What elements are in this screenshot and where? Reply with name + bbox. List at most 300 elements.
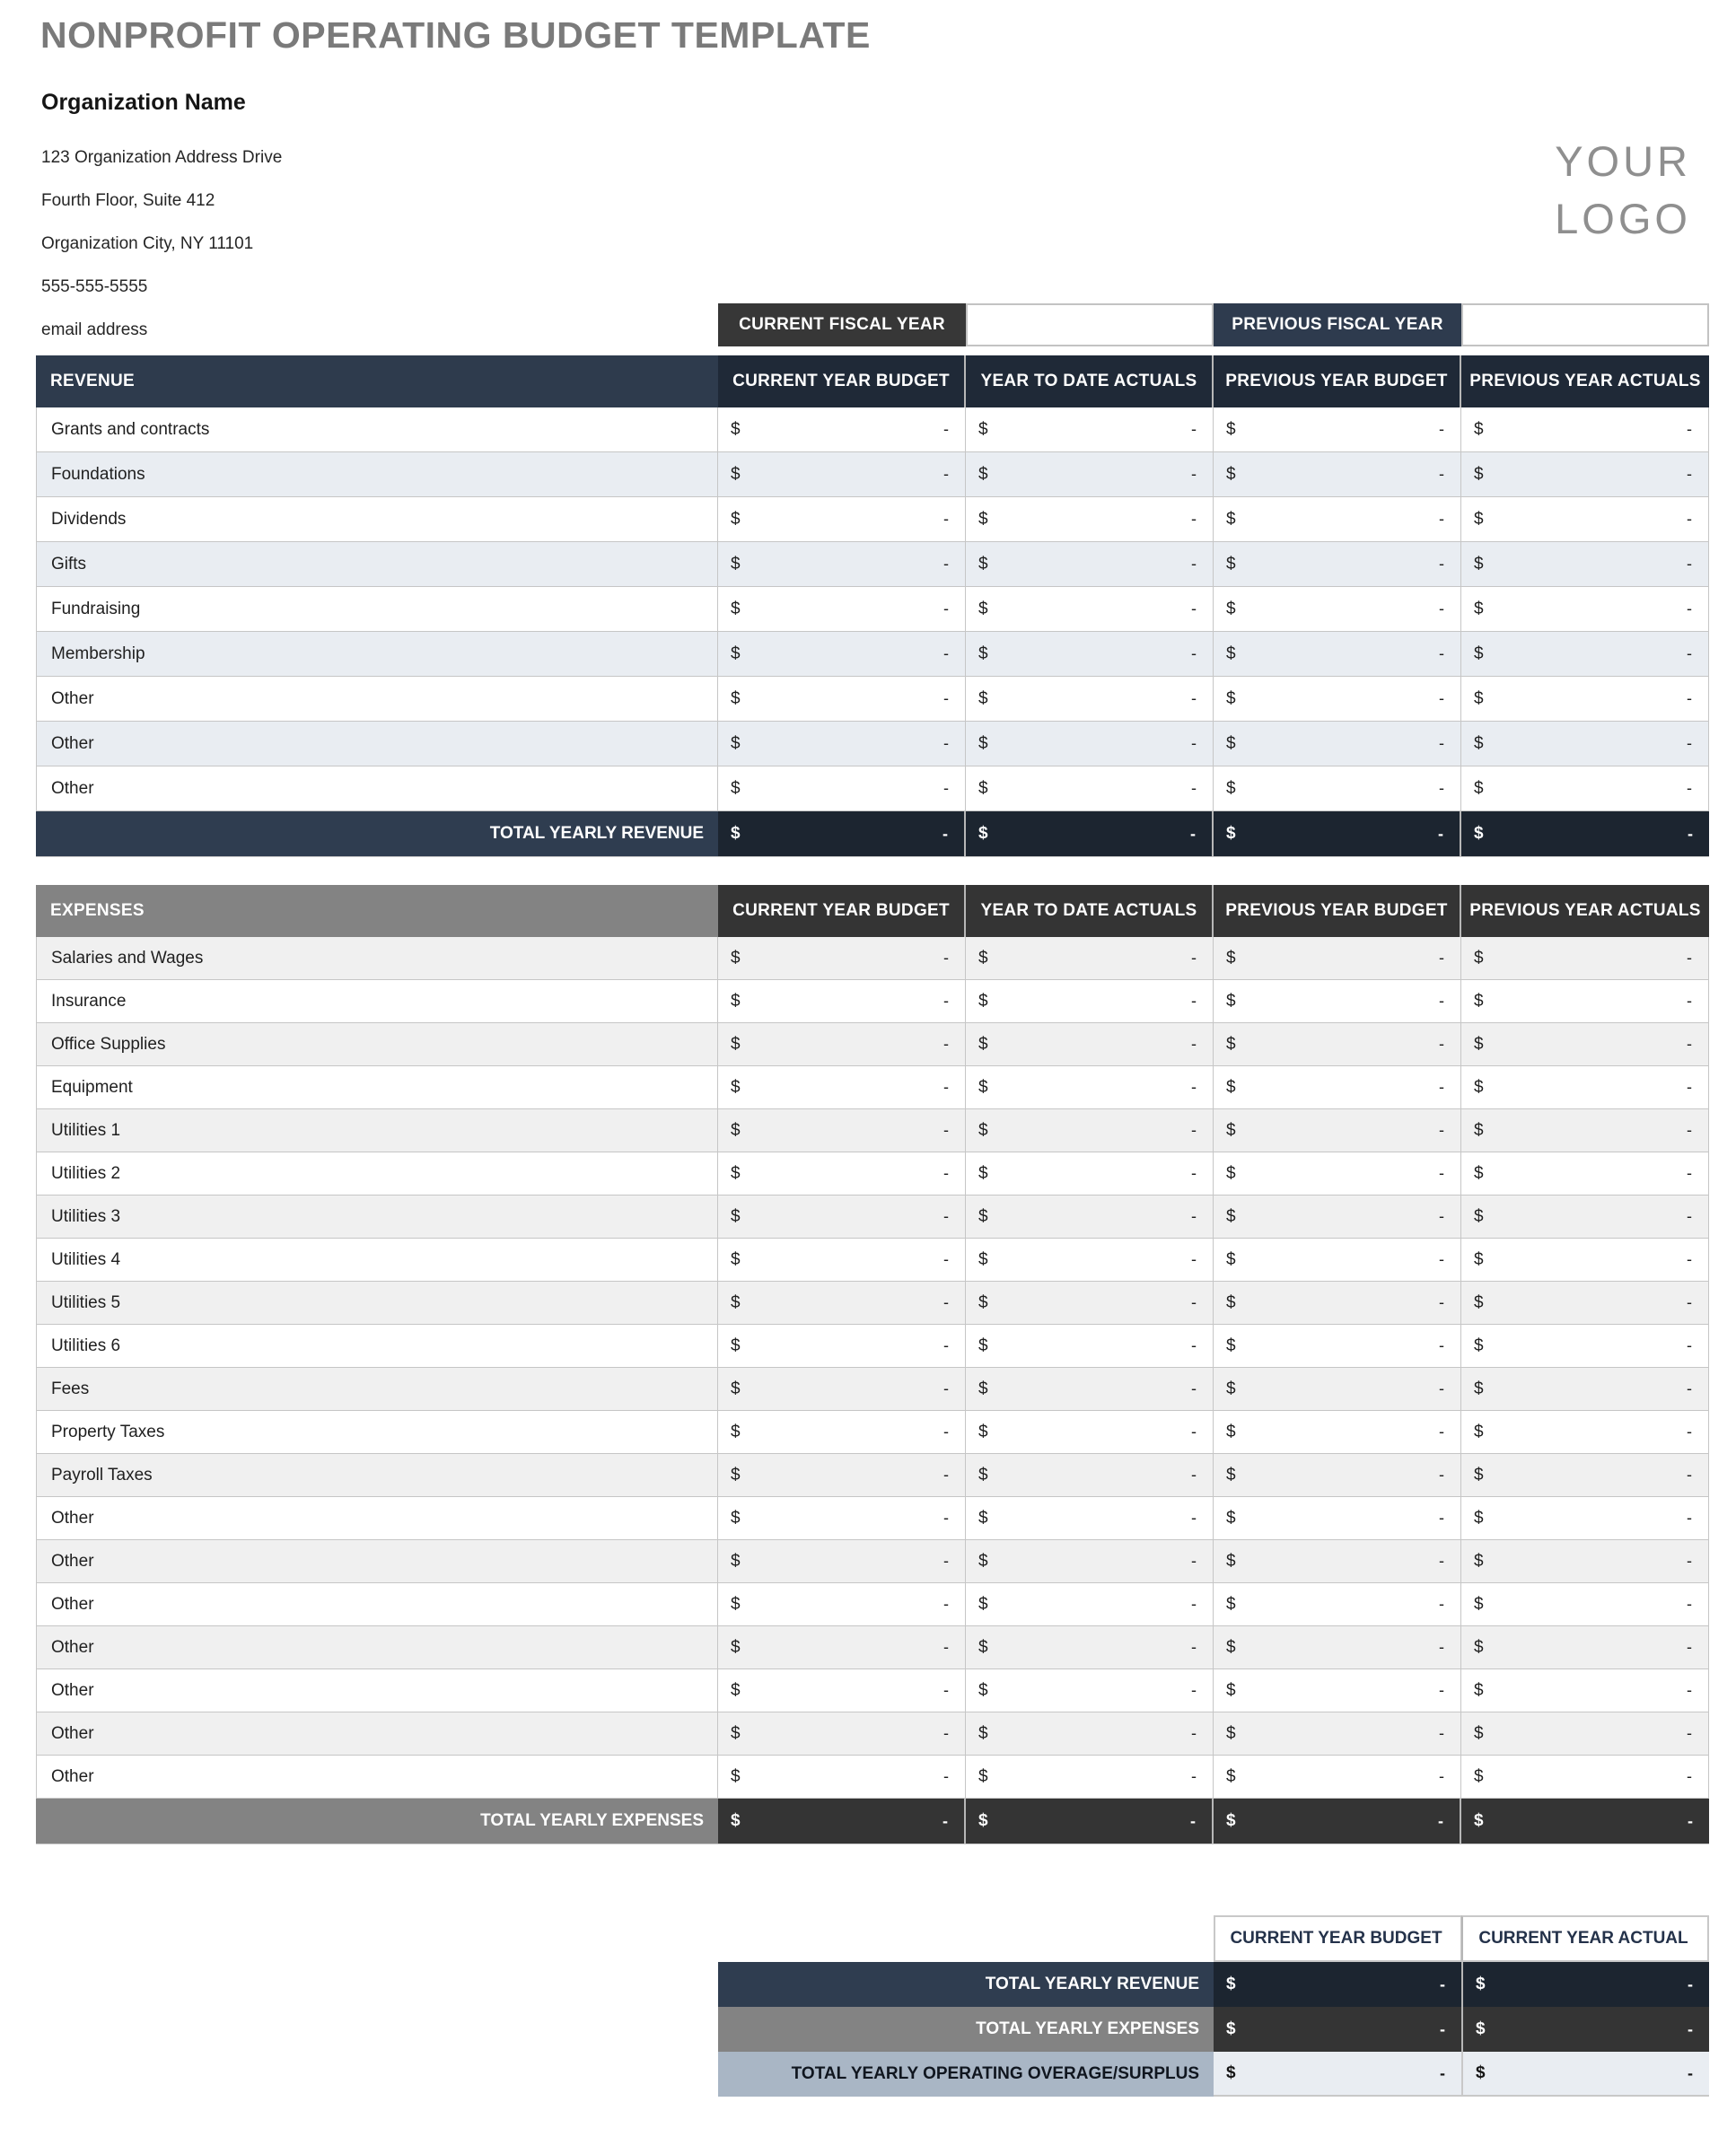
currency-symbol: $ [978,778,988,798]
currency-symbol: $ [731,1249,741,1269]
currency-symbol: $ [1474,778,1484,798]
revenue-table [36,355,1709,857]
current-fiscal-year-label: CURRENT FISCAL YEAR [718,303,966,346]
expenses-amount-cell[interactable] [966,1540,1214,1583]
amount-placeholder: - [1439,420,1444,438]
revenue-amount-cell[interactable] [1214,587,1461,632]
expenses-amount-cell[interactable] [966,1583,1214,1626]
logo-line2: LOGO [1555,195,1691,242]
revenue-amount-cell[interactable] [1461,677,1709,722]
column-header: PREVIOUS YEAR BUDGET [1214,355,1461,407]
expenses-amount-cell[interactable] [1214,1066,1461,1109]
expenses-row [36,1454,1709,1497]
expenses-amount-cell[interactable] [718,1626,966,1669]
expenses-row [36,1669,1709,1712]
currency-symbol: $ [1476,2019,1486,2038]
previous-fiscal-year-input[interactable] [1461,303,1709,346]
expenses-amount-cell[interactable] [966,980,1214,1023]
expenses-row [36,1152,1709,1195]
expenses-amount-cell[interactable] [1461,1454,1709,1497]
expenses-amount-cell[interactable] [966,1454,1214,1497]
column-header: PREVIOUS YEAR ACTUALS [1461,885,1709,937]
currency-symbol: $ [1474,824,1484,843]
expenses-row [36,1239,1709,1282]
revenue-amount-cell[interactable] [966,677,1214,722]
currency-symbol: $ [978,1336,988,1355]
revenue-amount-cell[interactable] [718,632,966,677]
amount-placeholder: - [1687,1379,1692,1397]
currency-symbol: $ [1226,1292,1236,1312]
amount-placeholder: - [1191,1121,1197,1139]
fiscal-year-bar [718,303,1709,346]
revenue-amount-cell[interactable] [718,766,966,811]
expenses-amount-cell[interactable] [718,1368,966,1411]
currency-symbol: $ [731,1034,741,1054]
currency-symbol: $ [731,419,741,439]
amount-placeholder: - [943,1423,949,1441]
revenue-amount-cell[interactable] [966,407,1214,452]
revenue-amount-cell[interactable] [1214,497,1461,542]
revenue-amount-cell[interactable] [718,542,966,587]
expenses-amount-cell[interactable] [1214,980,1461,1023]
expenses-amount-cell[interactable] [1461,1712,1709,1756]
revenue-amount-cell[interactable] [1214,407,1461,452]
currency-symbol: $ [1474,1163,1484,1183]
expenses-amount-cell[interactable] [718,1411,966,1454]
expenses-amount-cell[interactable] [1214,1282,1461,1325]
expenses-amount-cell[interactable] [718,1023,966,1066]
currency-symbol: $ [1226,554,1236,574]
expenses-amount-cell[interactable] [718,1152,966,1195]
expenses-amount-cell[interactable] [966,1712,1214,1756]
amount-placeholder: - [943,949,949,967]
expenses-row [36,1540,1709,1583]
currency-symbol: $ [1474,1249,1484,1269]
expenses-amount-cell[interactable] [1461,937,1709,980]
expenses-amount-cell[interactable] [1214,1023,1461,1066]
currency-symbol: $ [731,1379,741,1398]
expenses-amount-cell[interactable] [1461,1583,1709,1626]
expenses-amount-cell[interactable] [1214,1239,1461,1282]
amount-placeholder: - [943,1121,949,1139]
column-header: CURRENT YEAR BUDGET [718,885,966,937]
expenses-amount-cell[interactable] [1214,1195,1461,1239]
currency-symbol: $ [1474,1811,1484,1830]
expenses-amount-cell[interactable] [966,1282,1214,1325]
amount-placeholder: - [1687,1595,1692,1613]
revenue-amount-cell[interactable] [1214,542,1461,587]
amount-placeholder: - [1440,2063,1445,2082]
expenses-total-cell [718,1799,966,1844]
currency-symbol: $ [731,599,741,618]
revenue-amount-cell[interactable] [966,542,1214,587]
previous-fiscal-year-label: PREVIOUS FISCAL YEAR [1214,303,1461,346]
amount-placeholder: - [1191,1724,1197,1742]
expenses-amount-cell[interactable] [1214,1411,1461,1454]
amount-placeholder: - [943,992,949,1010]
amount-placeholder: - [943,1250,949,1268]
expenses-row [36,1195,1709,1239]
currency-symbol: $ [978,644,988,663]
currency-symbol: $ [978,1465,988,1485]
organization-phone: 555-555-5555 [41,277,148,296]
amount-placeholder: - [1439,1078,1444,1096]
currency-symbol: $ [978,1551,988,1571]
amount-placeholder: - [1191,1466,1197,1484]
amount-placeholder: - [1687,689,1692,707]
amount-placeholder: - [1191,734,1197,752]
expenses-amount-cell[interactable] [1461,1411,1709,1454]
expenses-amount-cell[interactable] [1461,1023,1709,1066]
amount-placeholder: - [1191,1509,1197,1527]
currency-symbol: $ [731,1680,741,1700]
summary-overage-surplus-budget-cell [1214,2052,1461,2097]
amount-placeholder: - [1439,555,1444,573]
expenses-amount-cell[interactable] [966,1152,1214,1195]
column-header: PREVIOUS YEAR BUDGET [1214,885,1461,937]
expenses-row-label: Salaries and Wages [36,937,718,980]
amount-placeholder: - [1439,1509,1444,1527]
currency-symbol: $ [731,1594,741,1614]
revenue-amount-cell[interactable] [966,722,1214,766]
expenses-row-label: Utilities 4 [36,1239,718,1282]
currency-symbol: $ [1474,1422,1484,1441]
expenses-amount-cell[interactable] [1461,1626,1709,1669]
currency-symbol: $ [978,1163,988,1183]
currency-symbol: $ [731,1723,741,1743]
amount-placeholder: - [943,1509,949,1527]
amount-placeholder: - [1191,1423,1197,1441]
currency-symbol: $ [978,1292,988,1312]
amount-placeholder: - [1439,689,1444,707]
amount-placeholder: - [1440,1975,1445,1993]
expenses-row-label: Fees [36,1368,718,1411]
currency-symbol: $ [731,1465,741,1485]
revenue-amount-cell[interactable] [966,497,1214,542]
currency-symbol: $ [731,644,741,663]
revenue-amount-cell[interactable] [1214,632,1461,677]
currency-symbol: $ [978,464,988,484]
summary-column-header-actual: CURRENT YEAR ACTUAL [1461,1915,1709,1962]
currency-symbol: $ [731,1422,741,1441]
revenue-row-label: Dividends [36,497,718,542]
expenses-amount-cell[interactable] [718,1239,966,1282]
expenses-amount-cell[interactable] [966,1669,1214,1712]
expenses-amount-cell[interactable] [1214,937,1461,980]
revenue-row-label: Other [36,677,718,722]
currency-symbol: $ [978,1034,988,1054]
expenses-amount-cell[interactable] [1461,1325,1709,1368]
expenses-amount-cell[interactable] [718,1195,966,1239]
currency-symbol: $ [731,733,741,753]
expenses-amount-cell[interactable] [966,1239,1214,1282]
revenue-row-label: Other [36,722,718,766]
currency-symbol: $ [1474,948,1484,968]
amount-placeholder: - [943,1207,949,1225]
expenses-row-label: Equipment [36,1066,718,1109]
expenses-amount-cell[interactable] [718,1066,966,1109]
currency-symbol: $ [978,1811,988,1830]
amount-placeholder: - [1439,1638,1444,1656]
revenue-amount-cell[interactable] [718,497,966,542]
expenses-amount-cell[interactable] [1214,1756,1461,1799]
amount-placeholder: - [943,689,949,707]
expenses-amount-cell[interactable] [1214,1712,1461,1756]
expenses-amount-cell[interactable] [966,1626,1214,1669]
summary-total-expenses-label: TOTAL YEARLY EXPENSES [718,2007,1214,2052]
expenses-amount-cell[interactable] [718,1540,966,1583]
amount-placeholder: - [1688,2019,1693,2038]
revenue-amount-cell[interactable] [966,632,1214,677]
currency-symbol: $ [1226,1379,1236,1398]
expenses-amount-cell[interactable] [1214,1325,1461,1368]
expenses-amount-cell[interactable] [966,937,1214,980]
expenses-amount-cell[interactable] [966,1195,1214,1239]
revenue-amount-cell[interactable] [1461,587,1709,632]
revenue-amount-cell[interactable] [1214,766,1461,811]
expenses-row-label: Utilities 2 [36,1152,718,1195]
amount-placeholder: - [1687,465,1692,483]
expenses-table [36,885,1709,1844]
currency-symbol: $ [1474,1292,1484,1312]
amount-placeholder: - [943,600,949,617]
expenses-row [36,1282,1709,1325]
expenses-amount-cell[interactable] [718,937,966,980]
expenses-amount-cell[interactable] [966,1023,1214,1066]
amount-placeholder: - [1190,1811,1196,1830]
expenses-amount-cell[interactable] [718,980,966,1023]
expenses-amount-cell[interactable] [1214,1152,1461,1195]
revenue-amount-cell[interactable] [718,722,966,766]
revenue-amount-cell[interactable] [1461,766,1709,811]
revenue-row [36,497,1709,542]
revenue-amount-cell[interactable] [1461,542,1709,587]
current-fiscal-year-input[interactable] [966,303,1214,346]
currency-symbol: $ [978,1249,988,1269]
expenses-row-label: Other [36,1540,718,1583]
expenses-row-label: Insurance [36,980,718,1023]
amount-placeholder: - [1438,824,1443,843]
expenses-amount-cell[interactable] [966,1109,1214,1152]
currency-symbol: $ [1474,688,1484,708]
currency-symbol: $ [978,1379,988,1398]
currency-symbol: $ [1226,778,1236,798]
currency-symbol: $ [978,1594,988,1614]
summary-row-overage-surplus [718,2052,1709,2097]
expenses-amount-cell[interactable] [1214,1368,1461,1411]
amount-placeholder: - [943,1638,949,1656]
revenue-total-cell [966,811,1214,856]
expenses-amount-cell[interactable] [1214,1497,1461,1540]
currency-symbol: $ [978,1637,988,1657]
currency-symbol: $ [731,1766,741,1786]
currency-symbol: $ [1226,688,1236,708]
expenses-amount-cell[interactable] [1461,1497,1709,1540]
currency-symbol: $ [731,688,741,708]
amount-placeholder: - [943,1595,949,1613]
expenses-total-cell [1214,1799,1461,1844]
revenue-row-label: Membership [36,632,718,677]
currency-symbol: $ [1474,733,1484,753]
revenue-amount-cell[interactable] [1461,722,1709,766]
expenses-amount-cell[interactable] [1461,1195,1709,1239]
expenses-amount-cell[interactable] [1214,1454,1461,1497]
currency-symbol: $ [1226,1723,1236,1743]
expenses-amount-cell[interactable] [966,1325,1214,1368]
amount-placeholder: - [943,1379,949,1397]
expenses-amount-cell[interactable] [1214,1626,1461,1669]
currency-symbol: $ [1226,1637,1236,1657]
amount-placeholder: - [1439,1250,1444,1268]
currency-symbol: $ [731,778,741,798]
expenses-row-label: Utilities 5 [36,1282,718,1325]
amount-placeholder: - [1688,2063,1693,2082]
revenue-amount-cell[interactable] [1461,407,1709,452]
expenses-row [36,1712,1709,1756]
revenue-amount-cell[interactable] [718,452,966,497]
expenses-amount-cell[interactable] [966,1368,1214,1411]
amount-placeholder: - [1439,992,1444,1010]
expenses-amount-cell[interactable] [718,1282,966,1325]
expenses-amount-cell[interactable] [1461,1756,1709,1799]
amount-placeholder: - [1439,1035,1444,1053]
amount-placeholder: - [1439,1681,1444,1699]
expenses-row [36,1368,1709,1411]
revenue-amount-cell[interactable] [1461,497,1709,542]
amount-placeholder: - [943,1767,949,1785]
currency-symbol: $ [978,1422,988,1441]
amount-placeholder: - [1687,779,1692,797]
logo-placeholder [1555,133,1691,248]
revenue-row-label: Foundations [36,452,718,497]
expenses-amount-cell[interactable] [1461,1109,1709,1152]
expenses-amount-cell[interactable] [718,1583,966,1626]
currency-symbol: $ [1226,1120,1236,1140]
amount-placeholder: - [1687,1035,1692,1053]
amount-placeholder: - [1439,1336,1444,1354]
organization-name: Organization Name [41,90,246,115]
expenses-amount-cell[interactable] [1461,1540,1709,1583]
expenses-row-label: Property Taxes [36,1411,718,1454]
amount-placeholder: - [1191,510,1197,528]
currency-symbol: $ [1474,1379,1484,1398]
expenses-amount-cell[interactable] [1214,1540,1461,1583]
amount-placeholder: - [943,1724,949,1742]
currency-symbol: $ [1474,1637,1484,1657]
currency-symbol: $ [1474,464,1484,484]
expenses-amount-cell[interactable] [718,1454,966,1497]
revenue-amount-cell[interactable] [966,452,1214,497]
expenses-amount-cell[interactable] [1214,1583,1461,1626]
revenue-amount-cell[interactable] [966,587,1214,632]
currency-symbol: $ [978,824,988,843]
organization-address-line3: Organization City, NY 11101 [41,234,254,253]
amount-placeholder: - [943,734,949,752]
column-header: YEAR TO DATE ACTUALS [966,355,1214,407]
summary-total-revenue-budget-cell [1214,1962,1461,2007]
amount-placeholder: - [1687,1552,1692,1570]
expenses-amount-cell[interactable] [966,1756,1214,1799]
revenue-amount-cell[interactable] [1214,452,1461,497]
expenses-amount-cell[interactable] [966,1066,1214,1109]
expenses-amount-cell[interactable] [966,1497,1214,1540]
amount-placeholder: - [943,779,949,797]
expenses-amount-cell[interactable] [718,1669,966,1712]
expenses-row [36,1325,1709,1368]
expenses-amount-cell[interactable] [718,1497,966,1540]
amount-placeholder: - [1687,1638,1692,1656]
expenses-amount-cell[interactable] [718,1756,966,1799]
expenses-row [36,1756,1709,1799]
revenue-amount-cell[interactable] [718,677,966,722]
expenses-amount-cell[interactable] [1461,1669,1709,1712]
amount-placeholder: - [1191,1595,1197,1613]
expenses-row [36,1023,1709,1066]
expenses-amount-cell[interactable] [718,1109,966,1152]
summary-overage-surplus-label: TOTAL YEARLY OPERATING OVERAGE/SURPLUS [718,2052,1214,2097]
revenue-amount-cell[interactable] [966,766,1214,811]
revenue-amount-cell[interactable] [1461,452,1709,497]
amount-placeholder: - [943,1552,949,1570]
amount-placeholder: - [1687,949,1692,967]
expenses-total-cell [1461,1799,1709,1844]
amount-placeholder: - [1191,1638,1197,1656]
amount-placeholder: - [1190,824,1196,843]
revenue-amount-cell[interactable] [718,587,966,632]
expenses-amount-cell[interactable] [1214,1109,1461,1152]
currency-symbol: $ [1226,599,1236,618]
expenses-amount-cell[interactable] [1461,1152,1709,1195]
amount-placeholder: - [1688,824,1693,843]
expenses-amount-cell[interactable] [718,1712,966,1756]
amount-placeholder: - [943,824,948,843]
currency-symbol: $ [1474,1336,1484,1355]
amount-placeholder: - [943,510,949,528]
amount-placeholder: - [1439,1207,1444,1225]
expenses-amount-cell[interactable] [718,1325,966,1368]
amount-placeholder: - [1439,1466,1444,1484]
expenses-amount-cell[interactable] [966,1411,1214,1454]
revenue-header-row [36,355,1709,407]
amount-placeholder: - [1687,1724,1692,1742]
currency-symbol: $ [1226,991,1236,1011]
amount-placeholder: - [1191,600,1197,617]
revenue-section-header: REVENUE [36,355,718,407]
currency-symbol: $ [1474,1551,1484,1571]
amount-placeholder: - [1191,949,1197,967]
expenses-row [36,1411,1709,1454]
expenses-amount-cell[interactable] [1461,1282,1709,1325]
amount-placeholder: - [1439,949,1444,967]
currency-symbol: $ [1474,1465,1484,1485]
expenses-amount-cell[interactable] [1461,1239,1709,1282]
revenue-amount-cell[interactable] [718,407,966,452]
expenses-amount-cell[interactable] [1461,980,1709,1023]
revenue-amount-cell[interactable] [1461,632,1709,677]
expenses-amount-cell[interactable] [1214,1669,1461,1712]
amount-placeholder: - [943,420,949,438]
summary-row-total-expenses [718,2007,1709,2052]
expenses-amount-cell[interactable] [1461,1066,1709,1109]
amount-placeholder: - [1439,1552,1444,1570]
currency-symbol: $ [978,599,988,618]
amount-placeholder: - [1440,2019,1445,2038]
revenue-amount-cell[interactable] [1214,677,1461,722]
summary-header-row [718,1915,1709,1962]
revenue-amount-cell[interactable] [1214,722,1461,766]
organization-address-line2: Fourth Floor, Suite 412 [41,191,215,210]
expenses-amount-cell[interactable] [1461,1368,1709,1411]
